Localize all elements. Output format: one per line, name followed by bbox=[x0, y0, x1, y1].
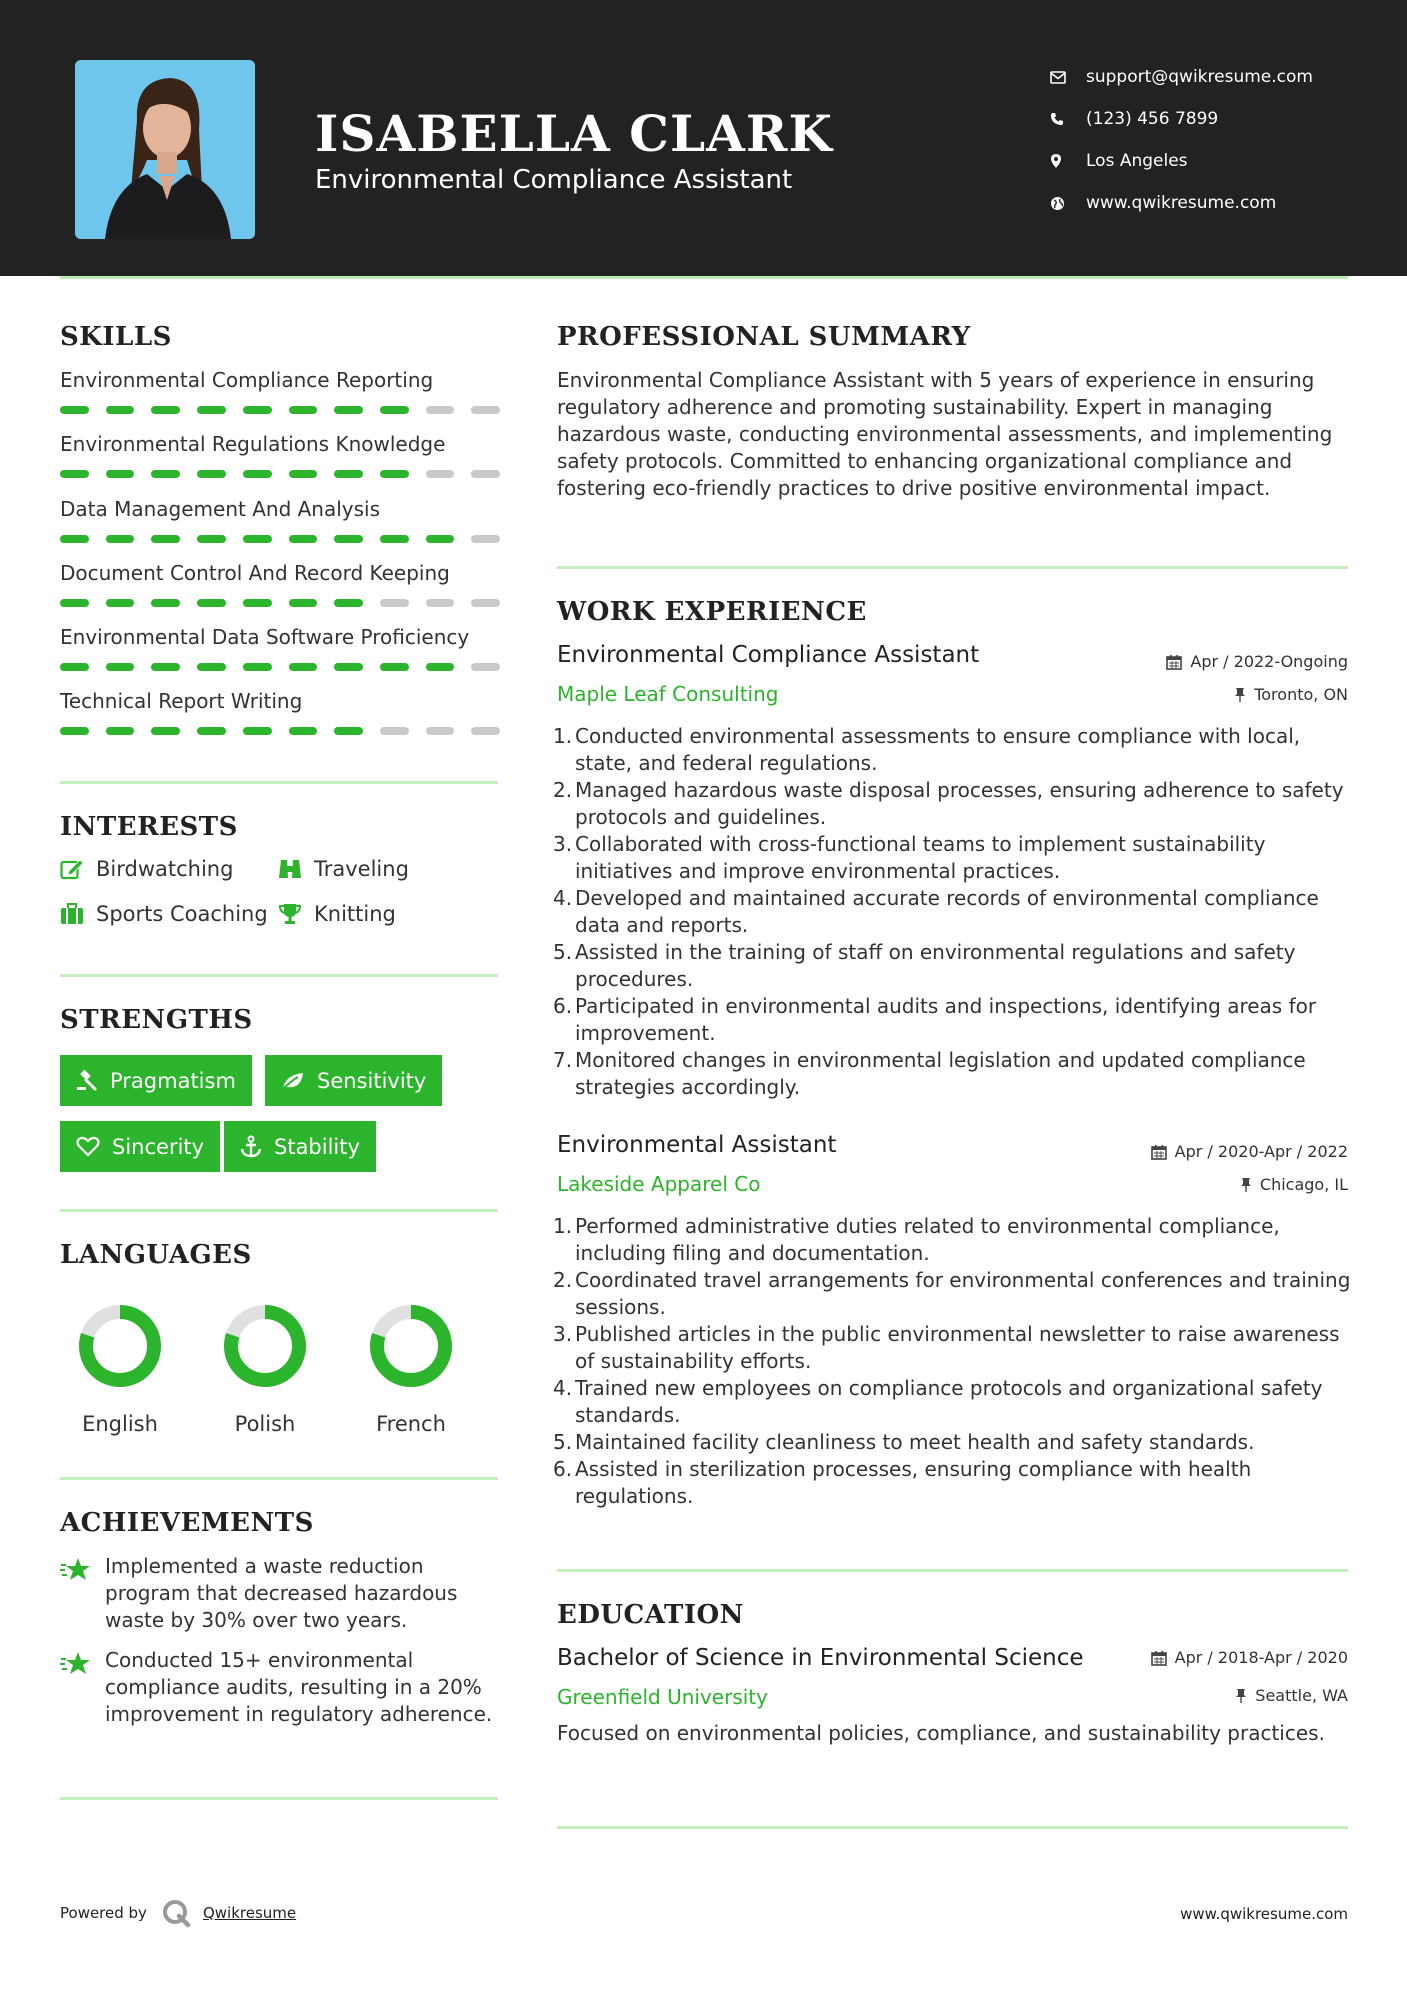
strengths-heading: STRENGTHS bbox=[60, 1005, 253, 1035]
section-divider bbox=[60, 1797, 498, 1800]
skill-item bbox=[60, 368, 500, 414]
summary-heading: PROFESSIONAL SUMMARY bbox=[557, 322, 971, 352]
skill-level-segment bbox=[289, 406, 318, 414]
duty-item bbox=[553, 1456, 1353, 1510]
duty-number: 1. bbox=[553, 724, 573, 748]
powered-by-text: Powered by bbox=[60, 1904, 147, 1922]
duty-number: 6. bbox=[553, 994, 573, 1018]
strength-tag bbox=[265, 1055, 442, 1106]
language-item bbox=[205, 1302, 325, 1436]
pushpin-icon bbox=[1240, 1177, 1252, 1193]
job-title: Environmental Compliance Assistant bbox=[557, 642, 980, 668]
skill-level-segment bbox=[380, 470, 409, 478]
job-location bbox=[1240, 1175, 1348, 1194]
skill-level-segment bbox=[151, 599, 180, 607]
language-level-ring bbox=[221, 1302, 309, 1390]
duty-text: Managed hazardous waste disposal processes, ensuring adherence to safety protocols and guidelines. bbox=[575, 778, 1344, 829]
education-description: Focused on environmental policies, compliance, and sustainability practices. bbox=[557, 1721, 1325, 1745]
duty-number: 2. bbox=[553, 1268, 573, 1292]
achievement-item bbox=[60, 1647, 500, 1728]
interest-item bbox=[60, 857, 233, 881]
binoculars-icon bbox=[278, 858, 314, 880]
envelope-icon bbox=[1050, 71, 1086, 84]
duty-text: Monitored changes in environmental legislation and updated compliance strategies accordingly. bbox=[575, 1048, 1306, 1099]
duty-item bbox=[553, 777, 1353, 831]
skill-name: Document Control And Record Keeping bbox=[60, 561, 450, 585]
strength-label: Stability bbox=[274, 1134, 360, 1159]
strength-label: Sensitivity bbox=[317, 1068, 427, 1093]
job-location-text: Chicago, IL bbox=[1259, 1175, 1348, 1194]
candidate-name: ISABELLA CLARK bbox=[315, 104, 833, 163]
education-heading: EDUCATION bbox=[557, 1600, 744, 1630]
skill-level-segment bbox=[426, 599, 455, 607]
skill-level-segment bbox=[471, 727, 500, 735]
pushpin-icon bbox=[1234, 687, 1246, 703]
skill-level-segment bbox=[106, 599, 135, 607]
duty-item bbox=[553, 1375, 1353, 1429]
skill-level-segment bbox=[380, 727, 409, 735]
duty-item bbox=[553, 993, 1353, 1047]
star-badge-icon bbox=[60, 1553, 105, 1634]
skill-name: Environmental Data Software Proficiency bbox=[60, 625, 470, 649]
duty-text: Participated in environmental audits and inspections, identifying areas for improvement. bbox=[575, 994, 1317, 1045]
calendar-icon bbox=[1151, 1650, 1167, 1666]
footer-url[interactable]: www.qwikresume.com bbox=[1180, 1905, 1348, 1923]
skill-level-bar bbox=[60, 535, 500, 543]
skill-level-segment bbox=[334, 663, 363, 671]
skill-level-segment bbox=[197, 663, 226, 671]
skill-level-segment bbox=[334, 599, 363, 607]
language-level-ring bbox=[76, 1302, 164, 1390]
language-name: English bbox=[82, 1412, 158, 1436]
calendar-icon bbox=[1151, 1144, 1167, 1160]
skill-item bbox=[60, 689, 500, 735]
summary-text: Environmental Compliance Assistant with 5 years of experience in ensuring regulatory adherence and promoting sustainability. Expert in managing hazardous waste, conducting environmental assessments, and implementing safety protocols. Committed to enhancing organizational compliance and fostering eco-friendly practices to drive positive environmental impact. bbox=[557, 368, 1333, 500]
profile-photo bbox=[75, 60, 255, 239]
skill-level-segment bbox=[426, 406, 455, 414]
skill-level-segment bbox=[151, 727, 180, 735]
candidate-title: Environmental Compliance Assistant bbox=[315, 165, 793, 195]
duty-item bbox=[553, 1213, 1353, 1267]
skill-level-segment bbox=[60, 406, 89, 414]
skill-level-segment bbox=[151, 663, 180, 671]
skill-level-segment bbox=[243, 727, 272, 735]
contact-phone-text: (123) 456 7899 bbox=[1086, 109, 1219, 129]
education-dates bbox=[1151, 1648, 1348, 1667]
duty-text: Assisted in sterilization processes, ensuring compliance with health regulations. bbox=[575, 1457, 1252, 1508]
skill-level-segment bbox=[334, 535, 363, 543]
job-location bbox=[1234, 685, 1348, 704]
duty-number: 5. bbox=[553, 940, 573, 964]
duty-text: Trained new employees on compliance protocols and organizational safety standards. bbox=[575, 1376, 1323, 1427]
duty-number: 4. bbox=[553, 1376, 573, 1400]
school-name: Greenfield University bbox=[557, 1685, 768, 1709]
interest-item bbox=[278, 857, 409, 881]
skill-level-segment bbox=[197, 406, 226, 414]
company-name: Maple Leaf Consulting bbox=[557, 682, 779, 706]
skill-level-segment bbox=[243, 406, 272, 414]
skill-level-segment bbox=[197, 727, 226, 735]
skill-level-segment bbox=[471, 663, 500, 671]
duty-item bbox=[553, 1321, 1353, 1375]
interest-label: Birdwatching bbox=[96, 857, 234, 881]
skill-level-bar bbox=[60, 470, 500, 478]
duty-item bbox=[553, 831, 1353, 885]
skill-item bbox=[60, 497, 500, 543]
section-divider bbox=[60, 974, 498, 977]
duty-text: Coordinated travel arrangements for environmental conferences and training sessions. bbox=[575, 1268, 1351, 1319]
skill-item bbox=[60, 625, 500, 671]
skill-level-segment bbox=[60, 599, 89, 607]
section-divider bbox=[557, 1826, 1348, 1829]
skill-level-segment bbox=[471, 470, 500, 478]
language-item bbox=[351, 1302, 471, 1436]
contact-website[interactable] bbox=[1050, 182, 1313, 224]
section-divider bbox=[557, 566, 1348, 569]
job-dates bbox=[1166, 652, 1348, 671]
duty-text: Performed administrative duties related to environmental compliance, including filing and documentation. bbox=[575, 1214, 1280, 1265]
achievement-item bbox=[60, 1553, 500, 1634]
section-divider bbox=[557, 1569, 1348, 1572]
skill-level-segment bbox=[243, 535, 272, 543]
interest-label: Knitting bbox=[314, 902, 396, 926]
skill-level-segment bbox=[106, 406, 135, 414]
skill-level-segment bbox=[243, 663, 272, 671]
skill-level-segment bbox=[334, 470, 363, 478]
education-location bbox=[1235, 1686, 1348, 1705]
pushpin-icon bbox=[1235, 1688, 1247, 1704]
skill-level-segment bbox=[151, 470, 180, 478]
duty-text: Developed and maintained accurate records of environmental compliance data and reports. bbox=[575, 886, 1319, 937]
interest-label: Sports Coaching bbox=[96, 902, 268, 926]
skill-level-bar bbox=[60, 727, 500, 735]
skill-level-segment bbox=[106, 470, 135, 478]
education-location-text: Seattle, WA bbox=[1255, 1686, 1348, 1705]
skill-level-segment bbox=[60, 727, 89, 735]
interest-item bbox=[60, 902, 268, 926]
duty-item bbox=[553, 1429, 1353, 1456]
achievement-text: Implemented a waste reduction program that decreased hazardous waste by 30% over two years. bbox=[105, 1554, 458, 1632]
duty-number: 6. bbox=[553, 1457, 573, 1481]
skill-level-segment bbox=[289, 663, 318, 671]
skill-level-segment bbox=[289, 599, 318, 607]
duty-item bbox=[553, 723, 1353, 777]
skill-level-segment bbox=[60, 663, 89, 671]
skill-level-bar bbox=[60, 406, 500, 414]
contact-website-text: www.qwikresume.com bbox=[1086, 193, 1277, 213]
pencil-square-icon bbox=[60, 858, 96, 880]
duty-number: 4. bbox=[553, 886, 573, 910]
location-pin-icon bbox=[1050, 153, 1086, 169]
job-dates-text: Apr / 2020-Apr / 2022 bbox=[1174, 1142, 1348, 1161]
skill-level-segment bbox=[380, 599, 409, 607]
skill-item bbox=[60, 432, 500, 478]
duty-item bbox=[553, 939, 1353, 993]
interests-heading: INTERESTS bbox=[60, 812, 238, 842]
language-name: French bbox=[376, 1412, 446, 1436]
duty-text: Conducted environmental assessments to ensure compliance with local, state, and federal regulations. bbox=[575, 724, 1301, 775]
experience-heading: WORK EXPERIENCE bbox=[557, 597, 867, 627]
resume-header bbox=[0, 0, 1407, 276]
skill-name: Technical Report Writing bbox=[60, 689, 303, 713]
globe-icon bbox=[1050, 196, 1086, 211]
duty-number: 3. bbox=[553, 1322, 573, 1346]
strength-tag bbox=[60, 1055, 252, 1106]
strength-label: Pragmatism bbox=[110, 1068, 236, 1093]
skill-item bbox=[60, 561, 500, 607]
skill-level-segment bbox=[471, 406, 500, 414]
contact-phone[interactable] bbox=[1050, 98, 1313, 140]
skill-level-bar bbox=[60, 663, 500, 671]
interest-label: Traveling bbox=[314, 857, 409, 881]
section-divider bbox=[60, 1477, 498, 1480]
duty-text: Collaborated with cross-functional teams to implement sustainability initiatives and improve environmental practices. bbox=[575, 832, 1266, 883]
qwikresume-link[interactable]: Qwikresume bbox=[202, 1904, 297, 1922]
trophy-icon bbox=[278, 903, 314, 925]
skill-level-segment bbox=[151, 406, 180, 414]
skill-name: Environmental Compliance Reporting bbox=[60, 368, 434, 392]
contact-location bbox=[1050, 140, 1313, 182]
contact-email-text: support@qwikresume.com bbox=[1086, 67, 1313, 87]
education-dates-text: Apr / 2018-Apr / 2020 bbox=[1174, 1648, 1348, 1667]
skill-level-segment bbox=[380, 535, 409, 543]
duty-number: 5. bbox=[553, 1430, 573, 1454]
duty-number: 7. bbox=[553, 1048, 573, 1072]
job-dates bbox=[1151, 1142, 1348, 1161]
achievement-text: Conducted 15+ environmental compliance audits, resulting in a 20% improvement in regulatory adherence. bbox=[105, 1648, 493, 1726]
duty-text: Assisted in the training of staff on environmental regulations and safety procedures. bbox=[575, 940, 1296, 991]
skill-level-segment bbox=[380, 406, 409, 414]
duty-number: 3. bbox=[553, 832, 573, 856]
skill-level-segment bbox=[334, 727, 363, 735]
duty-item bbox=[553, 1047, 1353, 1101]
language-item bbox=[60, 1302, 180, 1436]
skill-level-segment bbox=[60, 535, 89, 543]
skill-level-segment bbox=[380, 663, 409, 671]
skill-name: Data Management And Analysis bbox=[60, 497, 381, 521]
leaf-icon bbox=[281, 1071, 305, 1091]
skill-level-segment bbox=[106, 535, 135, 543]
skill-level-segment bbox=[197, 599, 226, 607]
language-name: Polish bbox=[234, 1412, 296, 1436]
company-name: Lakeside Apparel Co bbox=[557, 1172, 761, 1196]
skill-level-segment bbox=[60, 470, 89, 478]
duty-item bbox=[553, 885, 1353, 939]
strength-label: Sincerity bbox=[112, 1134, 205, 1159]
job-dates-text: Apr / 2022-Ongoing bbox=[1190, 652, 1348, 671]
skill-level-segment bbox=[197, 470, 226, 478]
qwikresume-logo-icon bbox=[161, 1898, 191, 1928]
skill-level-segment bbox=[289, 727, 318, 735]
contact-email[interactable] bbox=[1050, 56, 1313, 98]
gavel-icon bbox=[76, 1070, 98, 1092]
languages-heading: LANGUAGES bbox=[60, 1240, 252, 1270]
section-divider bbox=[60, 781, 498, 784]
skill-level-segment bbox=[151, 535, 180, 543]
skill-level-segment bbox=[471, 535, 500, 543]
skill-name: Environmental Regulations Knowledge bbox=[60, 432, 446, 456]
skill-level-segment bbox=[471, 599, 500, 607]
strength-tag bbox=[60, 1121, 220, 1172]
calendar-icon bbox=[1166, 654, 1182, 670]
heart-icon bbox=[76, 1136, 100, 1157]
skill-level-segment bbox=[289, 470, 318, 478]
skill-level-segment bbox=[426, 663, 455, 671]
skill-level-segment bbox=[334, 406, 363, 414]
duty-number: 1. bbox=[553, 1214, 573, 1238]
contact-location-text: Los Angeles bbox=[1086, 151, 1188, 171]
duty-item bbox=[553, 1267, 1353, 1321]
skill-level-segment bbox=[289, 535, 318, 543]
interest-item bbox=[278, 902, 396, 926]
duty-text: Published articles in the public environmental newsletter to raise awareness of sustainability efforts. bbox=[575, 1322, 1340, 1373]
skill-level-segment bbox=[106, 663, 135, 671]
skill-level-segment bbox=[243, 599, 272, 607]
skill-level-segment bbox=[197, 535, 226, 543]
duties-list bbox=[553, 1213, 1353, 1510]
contact-list bbox=[1050, 56, 1313, 224]
language-level-ring bbox=[367, 1302, 455, 1390]
skill-level-segment bbox=[426, 727, 455, 735]
achievements-heading: ACHIEVEMENTS bbox=[60, 1508, 314, 1538]
skill-level-segment bbox=[426, 470, 455, 478]
skill-level-segment bbox=[243, 470, 272, 478]
duties-list bbox=[553, 723, 1353, 1101]
phone-icon bbox=[1050, 112, 1086, 126]
degree-title: Bachelor of Science in Environmental Science bbox=[557, 1645, 1084, 1671]
duty-text: Maintained facility cleanliness to meet health and safety standards. bbox=[575, 1430, 1255, 1454]
skill-level-segment bbox=[106, 727, 135, 735]
job-title: Environmental Assistant bbox=[557, 1132, 837, 1158]
strength-tag bbox=[224, 1121, 376, 1172]
skill-level-bar bbox=[60, 599, 500, 607]
briefcase-icon bbox=[60, 903, 96, 925]
duty-number: 2. bbox=[553, 778, 573, 802]
skills-heading: SKILLS bbox=[60, 322, 172, 352]
job-location-text: Toronto, ON bbox=[1254, 685, 1348, 704]
skill-level-segment bbox=[426, 535, 455, 543]
section-divider bbox=[60, 1209, 498, 1212]
star-badge-icon bbox=[60, 1647, 105, 1728]
header-divider bbox=[60, 276, 1348, 279]
footer-powered-by bbox=[60, 1898, 296, 1928]
anchor-icon bbox=[240, 1135, 262, 1159]
